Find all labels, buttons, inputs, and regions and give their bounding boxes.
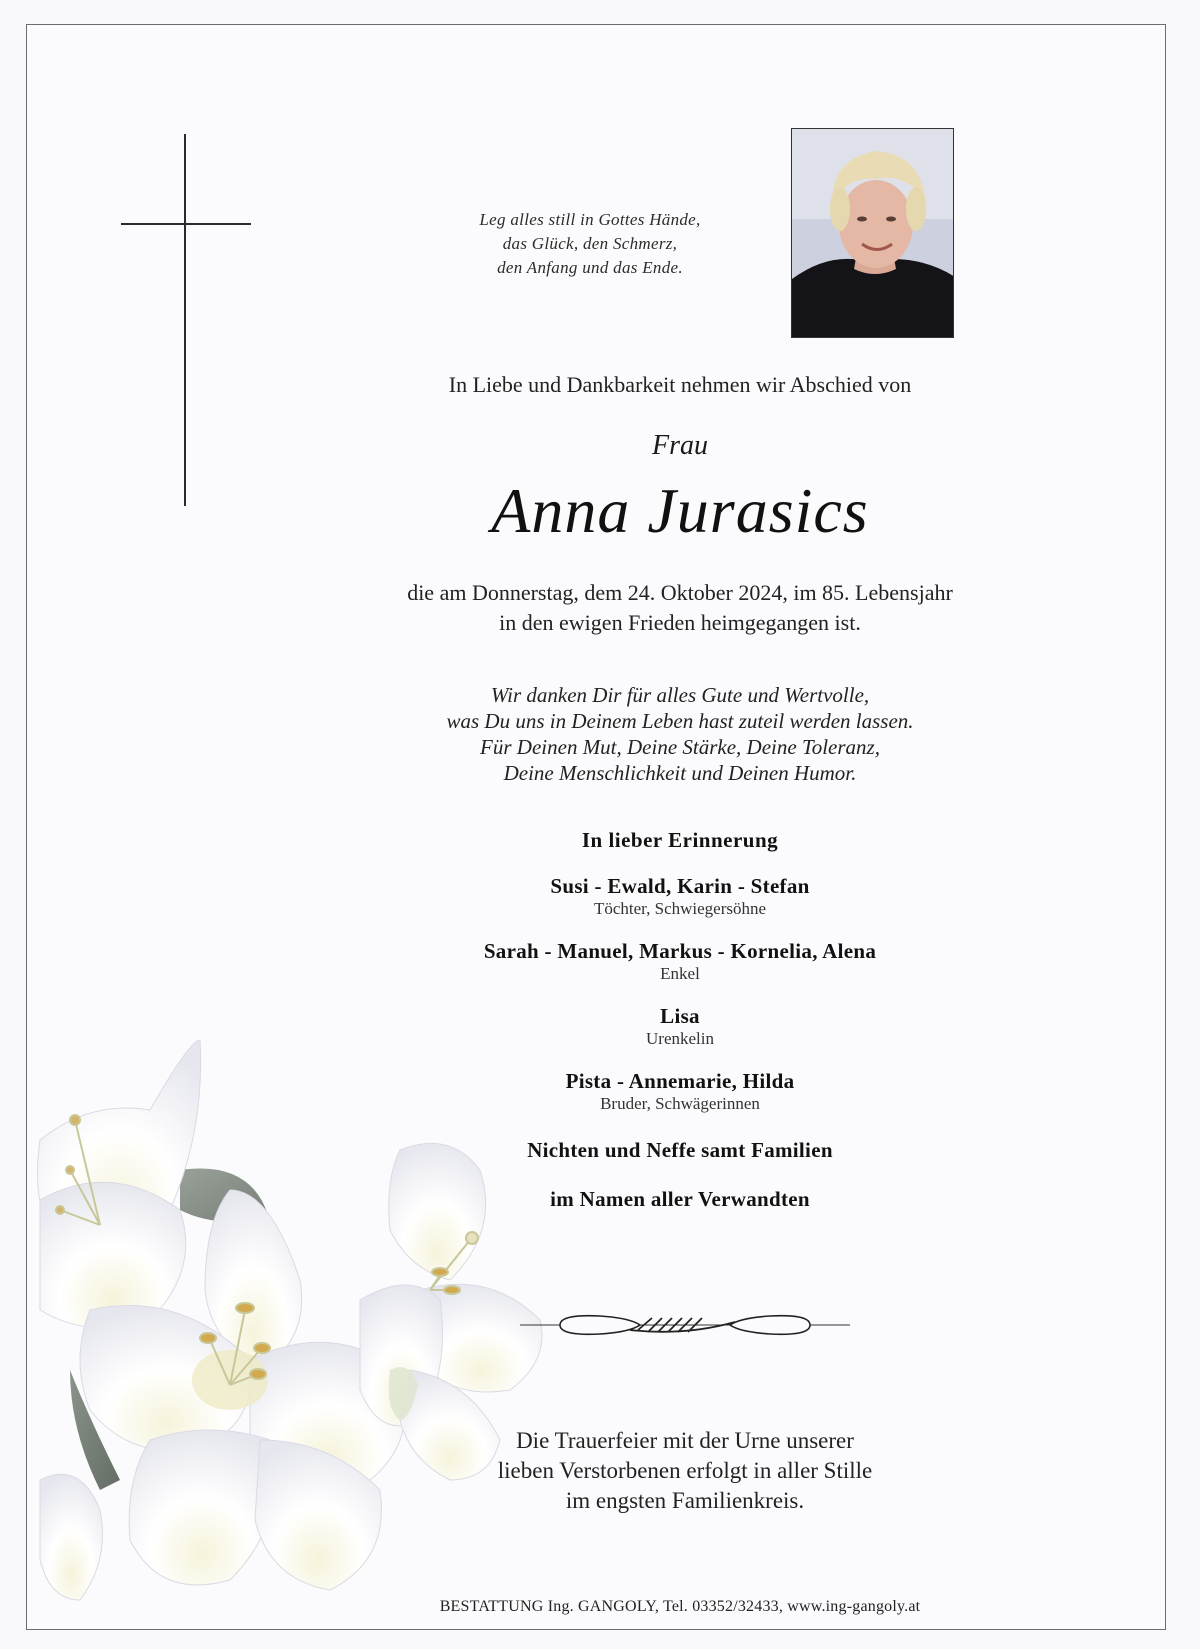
verse-line: Leg alles still in Gottes Hände, — [479, 210, 701, 229]
bible-verse — [400, 208, 780, 280]
family-relation: Enkel — [660, 964, 700, 983]
death-line: in den ewigen Frieden heimgegangen ist. — [499, 610, 861, 635]
family-names: Sarah - Manuel, Markus - Kornelia, Alena — [483, 939, 877, 963]
ornament-divider — [520, 1310, 850, 1340]
deceased-name: Anna Jurasics — [491, 475, 869, 546]
cross-icon-crossbar — [121, 223, 251, 225]
thanks-line: Für Deinen Mut, Deine Stärke, Deine Toleranz, — [480, 735, 880, 759]
cross-icon — [184, 134, 186, 506]
verse-line: das Glück, den Schmerz, — [502, 234, 678, 253]
thanks-line: was Du uns in Deinem Leben hast zuteil werden lassen. — [446, 709, 914, 733]
memory-heading: In lieber Erinnerung — [581, 828, 779, 852]
thanks-text — [300, 682, 1060, 786]
family-group — [300, 874, 1060, 919]
family-relation: Töchter, Schwiegersöhne — [593, 899, 767, 918]
funeral-home-footer: BESTATTUNG Ing. GANGOLY, Tel. 03352/32433, www.ing-gangoly.at — [439, 1598, 921, 1615]
portrait-photo — [791, 128, 954, 338]
death-line: die am Donnerstag, dem 24. Oktober 2024, im 85. Lebensjahr — [407, 580, 953, 605]
family-names: Lisa — [660, 1004, 700, 1028]
portrait-image — [792, 129, 954, 338]
family-names: Susi - Ewald, Karin - Stefan — [550, 874, 810, 898]
lily-flowers-image — [30, 1040, 570, 1628]
family-names: Pista - Annemarie, Hilda — [565, 1069, 795, 1093]
ceremony-line: im engsten Familienkreis. — [565, 1488, 805, 1513]
ceremony-line: lieben Verstorbenen erfolgt in aller Stille — [497, 1458, 873, 1483]
death-notice — [300, 578, 1060, 638]
family-relation: Urenkelin — [646, 1029, 714, 1048]
relatives-line: im Namen aller Verwandten — [550, 1187, 810, 1211]
ceremony-line: Die Trauerfeier mit der Urne unserer — [516, 1428, 854, 1453]
thanks-line: Deine Menschlichkeit und Deinen Humor. — [503, 761, 857, 785]
nieces-line: Nichten und Neffe samt Familien — [527, 1138, 833, 1162]
ceremony-notice — [440, 1426, 930, 1516]
thanks-line: Wir danken Dir für alles Gute und Wertvolle, — [490, 683, 870, 707]
verse-line: den Anfang und das Ende. — [497, 258, 683, 277]
family-relation: Bruder, Schwägerinnen — [600, 1094, 760, 1113]
family-group — [300, 939, 1060, 984]
farewell-intro: In Liebe und Dankbarkeit nehmen wir Abschied von — [448, 372, 912, 397]
salutation: Frau — [652, 430, 708, 461]
